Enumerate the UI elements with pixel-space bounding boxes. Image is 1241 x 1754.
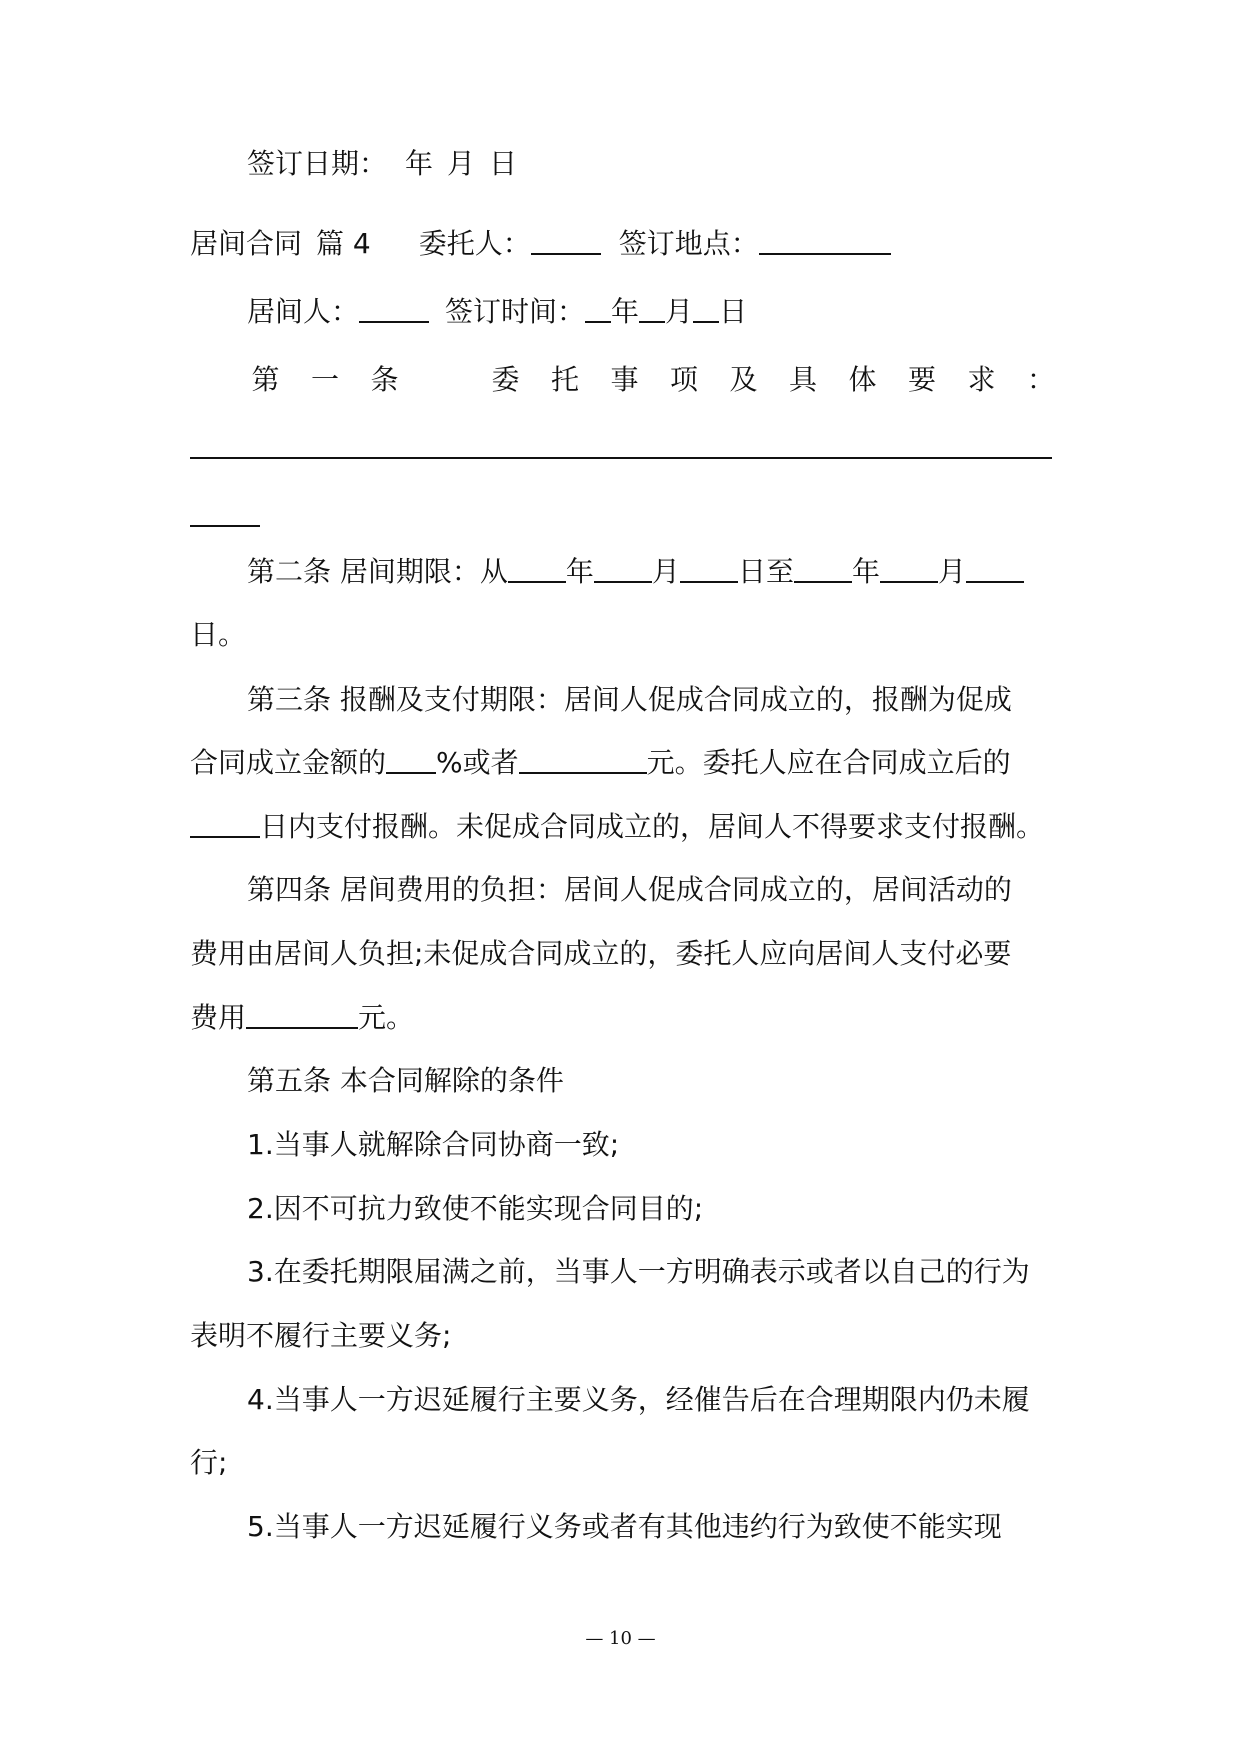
article-4-line-1: 第四条 居间费用的负担：居间人促成合同成立的，居间活动的 (247, 873, 1012, 906)
from-year: 年 (565, 555, 594, 588)
from-year-blank (508, 555, 566, 583)
article-3-line-1: 第三条 报酬及支付期限：居间人促成合同成立的，报酬为促成 (247, 683, 1012, 716)
article-1-blank-line (190, 457, 1052, 459)
to-year-blank (794, 555, 852, 583)
contract-title: 居间合同 (190, 227, 303, 260)
sign-date-month: 月 (447, 147, 476, 180)
article-5-item-4-line-2: 行; (190, 1446, 228, 1479)
broker-blank (359, 295, 429, 323)
article-3-text-c: 元。委托人应在合同成立后的 (646, 746, 1011, 779)
sign-time-year: 年 (611, 295, 640, 328)
sign-place-blank (759, 227, 891, 255)
amount-blank (519, 746, 647, 774)
expense-blank (246, 1001, 358, 1029)
percent-blank (386, 746, 436, 774)
contract-header-line (190, 224, 891, 264)
sign-date-year: 年 (405, 147, 434, 180)
client-label: 委托人： (418, 227, 531, 260)
article-2-line-1 (247, 552, 1024, 592)
article-1-char: 委 (491, 363, 520, 396)
article-1-char: 求 (967, 363, 996, 396)
article-1-char: 体 (848, 363, 877, 396)
sign-date-line (247, 144, 517, 184)
from-month-blank (594, 555, 652, 583)
article-2-lead: 第二条 居间期限：从 (247, 555, 508, 588)
article-2-line-2 (190, 615, 246, 655)
article-3-text-d: 日内支付报酬。未促成合同成立的，居间人不得要求支付报酬。 (260, 810, 1045, 843)
article-4-text-b: 元。 (358, 1001, 415, 1034)
article-1-char: 具 (788, 363, 817, 396)
sign-time-month-blank (639, 295, 665, 323)
article-5-item-3-line-1: 3.在委托期限届满之前，当事人一方明确表示或者以自己的行为 (247, 1255, 1030, 1288)
article-3-text-a: 合同成立金额的 (190, 746, 387, 779)
to-day-blank (966, 555, 1024, 583)
article-5-item-2: 2.因不可抗力致使不能实现合同目的; (247, 1192, 704, 1225)
sign-time-label: 签订时间： (445, 295, 586, 328)
article-5-item-4-line-1: 4.当事人一方迟延履行主要义务，经催告后在合理期限内仍未履 (247, 1383, 1030, 1416)
article-1-char: 条 (370, 363, 399, 396)
from-day-blank (680, 555, 738, 583)
page-number: — 10 — (585, 1628, 656, 1649)
contract-part: 篇 4 (316, 227, 371, 260)
article-5-title: 第五条 本合同解除的条件 (247, 1064, 564, 1097)
article-3-text-b: %或者 (436, 746, 519, 779)
article-3-line-3 (190, 807, 1044, 847)
article-1-char: 要 (907, 363, 936, 396)
sign-time-month: 月 (665, 295, 694, 328)
article-5-item-3-line-2: 表明不履行主要义务; (190, 1319, 452, 1352)
article-1-char: ： (1026, 363, 1055, 396)
from-month: 月 (651, 555, 680, 588)
article-1-char: 托 (550, 363, 579, 396)
days-blank (190, 810, 260, 838)
sign-place-label: 签订地点： (618, 227, 759, 260)
sign-time-day: 日 (719, 295, 748, 328)
client-blank (531, 227, 601, 255)
article-1-char: 及 (729, 363, 758, 396)
article-2-end: 日。 (190, 618, 247, 651)
to-month-blank (880, 555, 938, 583)
article-1-char: 一 (310, 363, 339, 396)
sign-date-label: 签订日期： (247, 147, 388, 180)
sign-time-year-blank (585, 295, 611, 323)
article-1-char: 第 (251, 363, 280, 396)
sign-date-day: 日 (489, 147, 518, 180)
to-month: 月 (937, 555, 966, 588)
article-5-item-5-line-1: 5.当事人一方迟延履行义务或者有其他违约行为致使不能实现 (247, 1510, 1002, 1543)
to-year: 年 (851, 555, 880, 588)
article-1-char: 项 (669, 363, 698, 396)
article-3-line-2 (190, 743, 1011, 783)
broker-line (247, 292, 747, 332)
broker-label: 居间人： (247, 295, 360, 328)
from-day-to: 日至 (737, 555, 794, 588)
article-1-heading (190, 360, 1055, 400)
article-5-item-1: 1.当事人就解除合同协商一致; (247, 1128, 620, 1161)
article-4-line-2: 费用由居间人负担;未促成合同成立的，委托人应向居间人支付必要 (190, 937, 1012, 970)
article-4-line-3 (190, 998, 414, 1038)
article-1-blank-line-end (190, 525, 260, 527)
article-4-text-a: 费用 (190, 1001, 247, 1034)
article-1-char: 事 (610, 363, 639, 396)
sign-time-day-blank (693, 295, 719, 323)
